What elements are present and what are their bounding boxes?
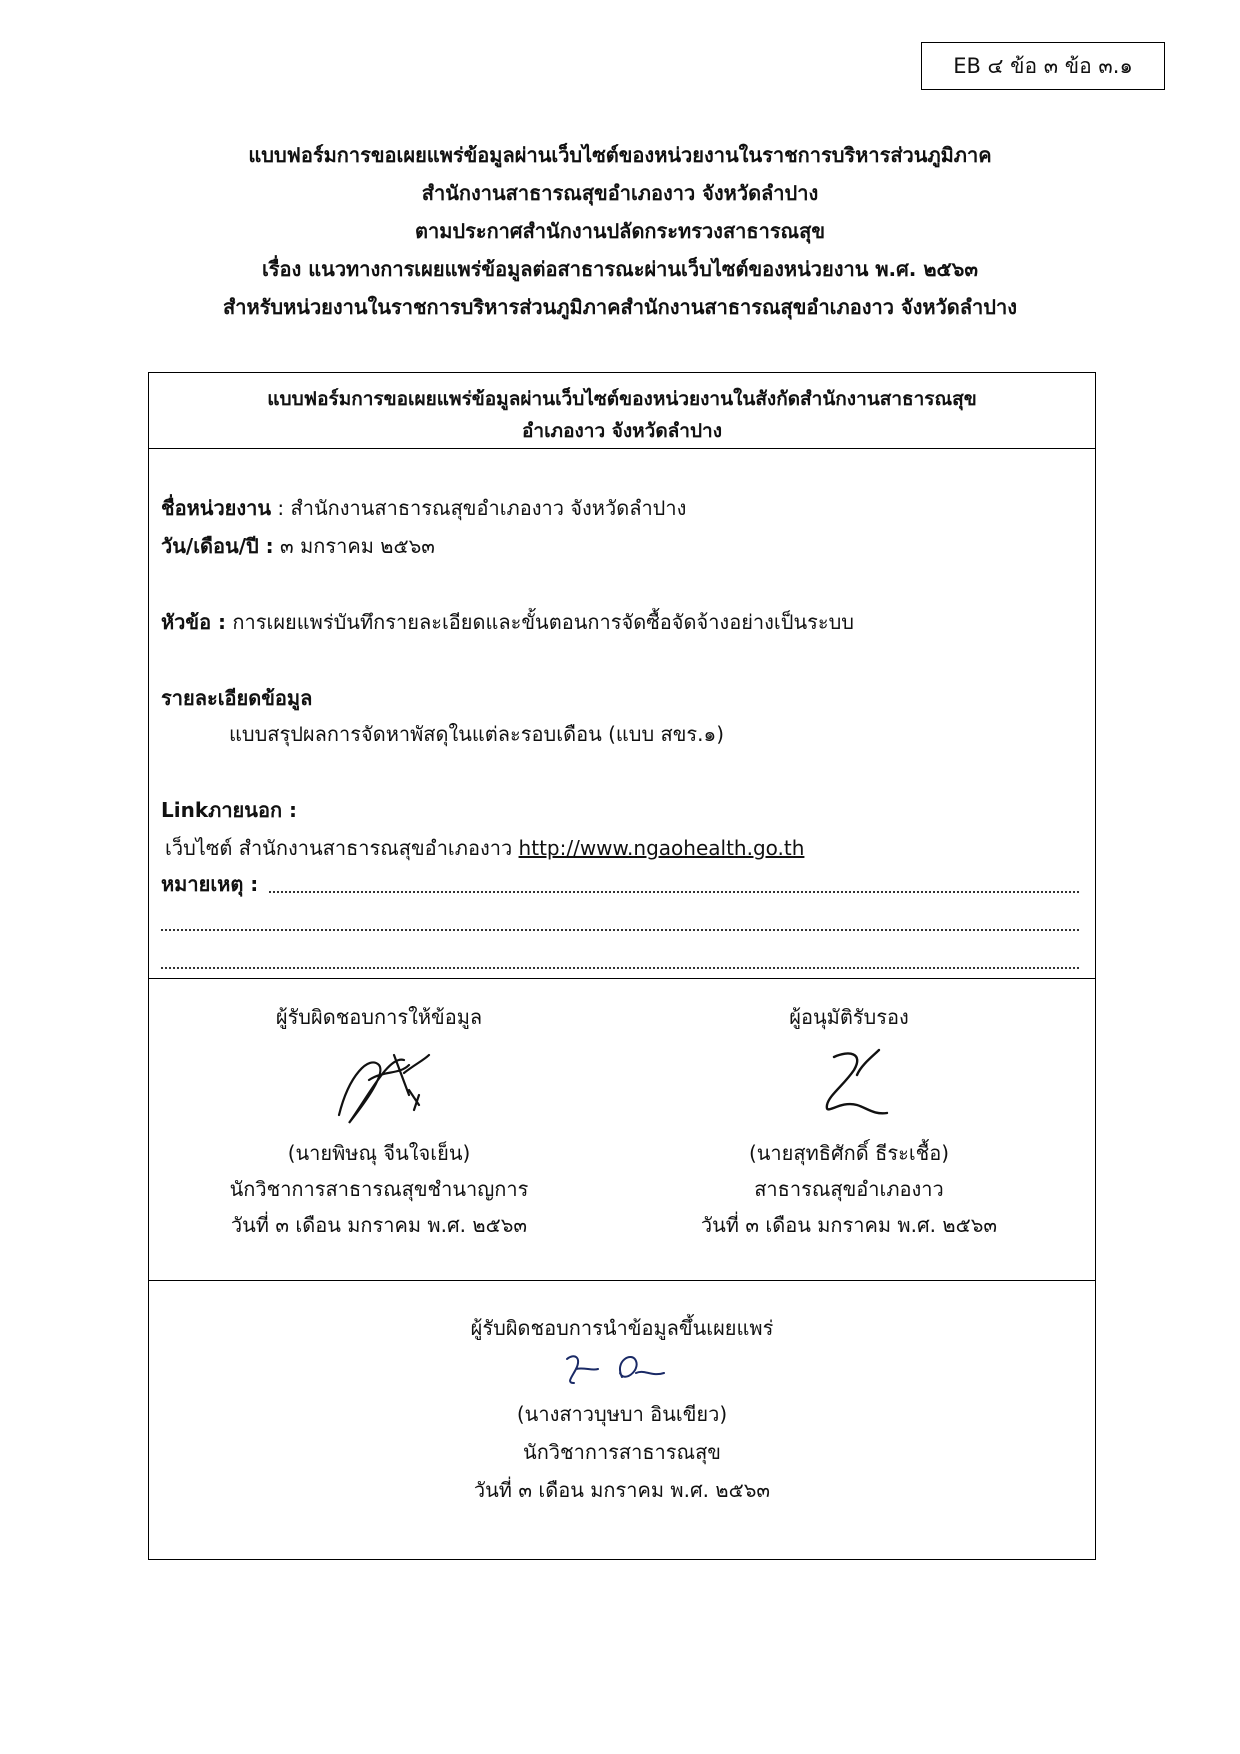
detail-label: รายละเอียดข้อมูล — [161, 686, 313, 710]
topic-row — [161, 607, 854, 637]
reference-code-box — [921, 42, 1165, 90]
link-prefix: เว็บไซต์ สำนักงานสาธารณสุขอำเภองาว — [165, 836, 519, 860]
link-label-row — [161, 795, 297, 825]
header-line-3: ตามประกาศสำนักงานปลัดกระทรวงสาธารณสุข — [414, 219, 825, 243]
publisher-block — [149, 1281, 1095, 1509]
header-line-1: แบบฟอร์มการขอเผยแพร่ข้อมูลผ่านเว็บไซต์ของหน่วยงานในราชการบริหารส่วนภูมิภาค — [248, 143, 992, 167]
header-line-5: สำหรับหน่วยงานในราชการบริหารส่วนภูมิภาคสำนักงานสาธารณสุขอำเภองาว จังหวัดลำปาง — [223, 295, 1017, 319]
publisher-date: วันที่ ๓ เดือน มกราคม พ.ศ. ๒๕๖๓ — [473, 1478, 771, 1502]
detail-label-row — [161, 683, 312, 713]
publisher-section — [149, 1281, 1095, 1559]
form-title-line-2: อำเภองาว จังหวัดลำปาง — [521, 420, 722, 442]
link-label: Linkภายนอก : — [161, 798, 298, 822]
right-signer-role: ผู้อนุมัติรับรอง — [789, 1005, 909, 1029]
publisher-position: นักวิชาการสาธารณสุข — [523, 1440, 721, 1464]
header-line-4: เรื่อง แนวทางการเผยแพร่ข้อมูลต่อสาธารณะผ่านเว็บไซต์ของหน่วยงาน พ.ศ. ๒๕๖๓ — [261, 257, 979, 281]
right-signer-date: วันที่ ๓ เดือน มกราคม พ.ศ. ๒๕๖๓ — [700, 1213, 998, 1237]
left-signer — [169, 999, 589, 1243]
remark-dotted-line-1 — [269, 891, 1079, 893]
left-signer-date: วันที่ ๓ เดือน มกราคม พ.ศ. ๒๕๖๓ — [230, 1213, 528, 1237]
website-link[interactable]: http://www.ngaohealth.go.th — [518, 836, 805, 860]
publisher-signature-image — [552, 1347, 692, 1395]
reference-code: EB ๔ ข้อ ๓ ข้อ ๓.๑ — [953, 53, 1133, 78]
topic-value: การเผยแพร่บันทึกรายละเอียดและขั้นตอนการจัดซื้อจัดจ้างอย่างเป็นระบบ — [226, 610, 855, 634]
remark-label: หมายเหตุ : — [161, 872, 259, 896]
left-signer-position: นักวิชาการสาธารณสุขชำนาญการ — [229, 1177, 529, 1201]
form-info-section — [149, 449, 1095, 979]
request-form — [148, 372, 1096, 1560]
left-signature-image — [309, 1035, 449, 1135]
form-title — [149, 373, 1095, 449]
right-signer-position: สาธารณสุขอำเภองาว — [754, 1177, 944, 1201]
publisher-role: ผู้รับผิดชอบการนำข้อมูลขึ้นเผยแพร่ — [470, 1316, 774, 1340]
remark-row — [161, 869, 258, 899]
topic-label: หัวข้อ : — [161, 610, 227, 634]
document-header — [0, 136, 1240, 326]
date-value: ๓ มกราคม ๒๕๖๓ — [273, 534, 435, 558]
date-label: วัน/เดือน/ปี : — [161, 534, 274, 558]
remark-dotted-line-2 — [161, 929, 1079, 931]
link-row — [165, 833, 804, 863]
left-signer-name: (นายพิษณุ จีนใจเย็น) — [287, 1141, 471, 1165]
left-signer-role: ผู้รับผิดชอบการให้ข้อมูล — [275, 1005, 483, 1029]
unit-row — [161, 493, 686, 523]
right-signature-image — [779, 1035, 919, 1135]
date-row — [161, 531, 435, 561]
right-signer — [639, 999, 1059, 1243]
signature-section — [149, 979, 1095, 1281]
form-title-line-1: แบบฟอร์มการขอเผยแพร่ข้อมูลผ่านเว็บไซต์ของหน่วยงานในสังกัดสำนักงานสาธารณสุข — [267, 388, 977, 410]
remark-dotted-line-3 — [161, 967, 1079, 969]
unit-label: ชื่อหน่วยงาน — [161, 496, 272, 520]
right-signer-name: (นายสุทธิศักดิ์ ธีระเชื้อ) — [748, 1141, 950, 1165]
detail-value: แบบสรุปผลการจัดหาพัสดุในแต่ละรอบเดือน (แบบ สขร.๑) — [229, 722, 725, 746]
header-line-2: สำนักงานสาธารณสุขอำเภองาว จังหวัดลำปาง — [421, 181, 819, 205]
publisher-name: (นางสาวบุษบา อินเขียว) — [516, 1402, 728, 1426]
unit-value: : สำนักงานสาธารณสุขอำเภองาว จังหวัดลำปาง — [271, 496, 687, 520]
